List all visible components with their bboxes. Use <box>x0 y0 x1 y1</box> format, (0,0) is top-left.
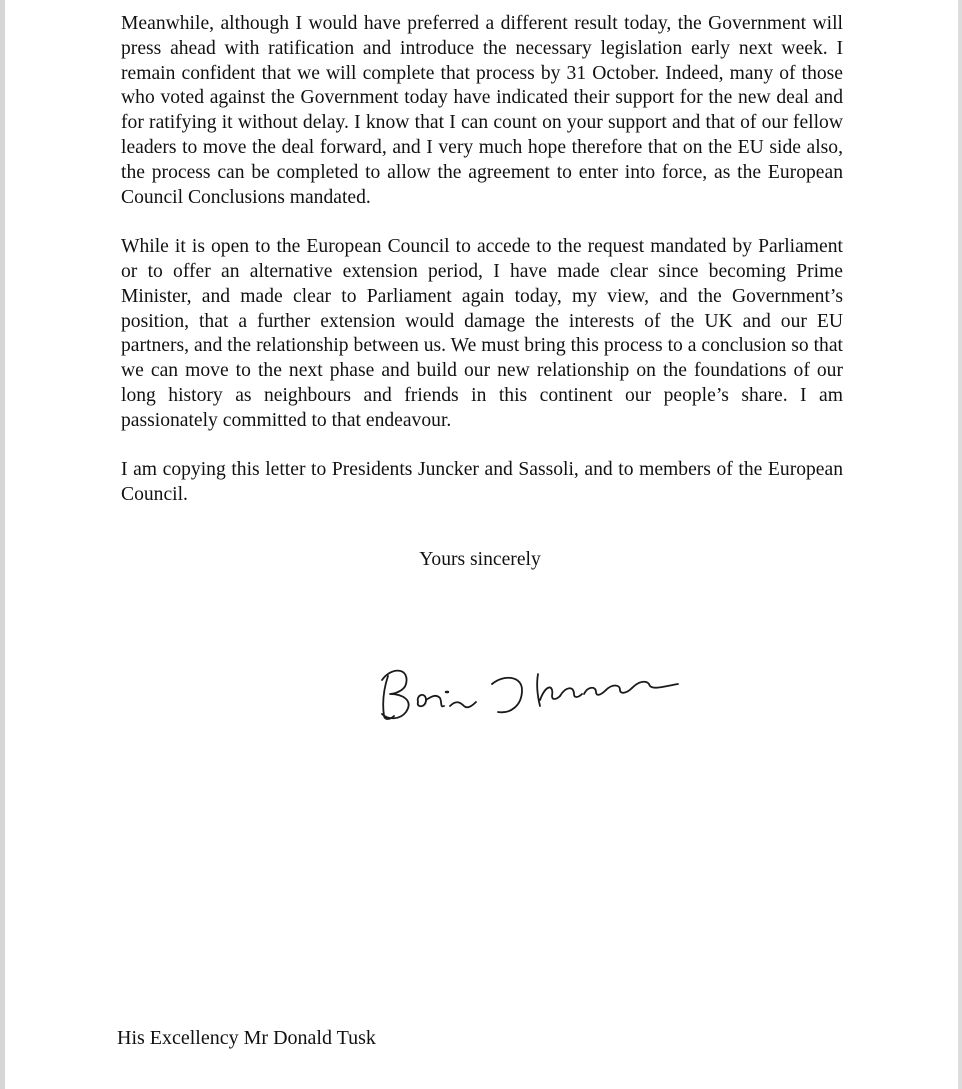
page-edge-right <box>958 0 962 1089</box>
paragraph-copying: I am copying this letter to Presidents Juncker and Sassoli, and to members of the European Council. <box>121 459 843 506</box>
signature-stroke-n2 <box>632 682 678 688</box>
signature-stroke-b-loops <box>382 671 409 719</box>
signature-stroke-h <box>540 687 560 700</box>
signature-stroke-b-stem <box>383 676 394 719</box>
page-edge-left <box>0 0 5 1089</box>
closing-text: Yours sincerely <box>419 549 541 570</box>
signature-image <box>370 650 690 730</box>
signature-stroke-h-stem <box>537 674 540 706</box>
signature-stroke-o2 <box>606 686 632 693</box>
signature-stroke-j <box>492 678 522 713</box>
letter-body <box>121 12 843 508</box>
addressee: His Excellency Mr Donald Tusk <box>117 1027 376 1049</box>
paragraph-extension: While it is open to the European Council to accede to the request mandated by Parliament or to offer an alternative extension period, I have made clear since becoming Prime Minister, and made clear to Parliament again today, my view, and the Government’s position, that a further extension would damage the interests of the UK and our EU partners, and the relationship between us. We must bring this process to a conclusion so that we can move to the next phase and build our new relationship on the foundations of our long history as neighbours and friends in this continent our people’s share. I am passionately committed to that endeavour. <box>121 236 843 431</box>
signature-stroke-n <box>560 688 582 697</box>
signature-stroke-o <box>418 695 426 706</box>
closing-line <box>0 548 962 572</box>
paragraph-ratification: Meanwhile, although I would have preferred a different result today, the Government will press ahead with ratification and introduce the necessary legislation early next week. I remain confident that we will complete that process by 31 October. Indeed, many of those who voted against the Government today have indicated their support for the new deal and for ratifying it without delay. I know that I can count on your support and that of our fellow leaders to move the deal forward, and I very much hope therefore that on the EU side also, the process can be completed to allow the agreement to enter into force, as the European Council Conclusions mandated. <box>121 13 843 208</box>
signature-stroke-s <box>584 688 606 695</box>
signature-stroke-r <box>426 696 444 707</box>
signature-stroke-is <box>450 702 476 707</box>
